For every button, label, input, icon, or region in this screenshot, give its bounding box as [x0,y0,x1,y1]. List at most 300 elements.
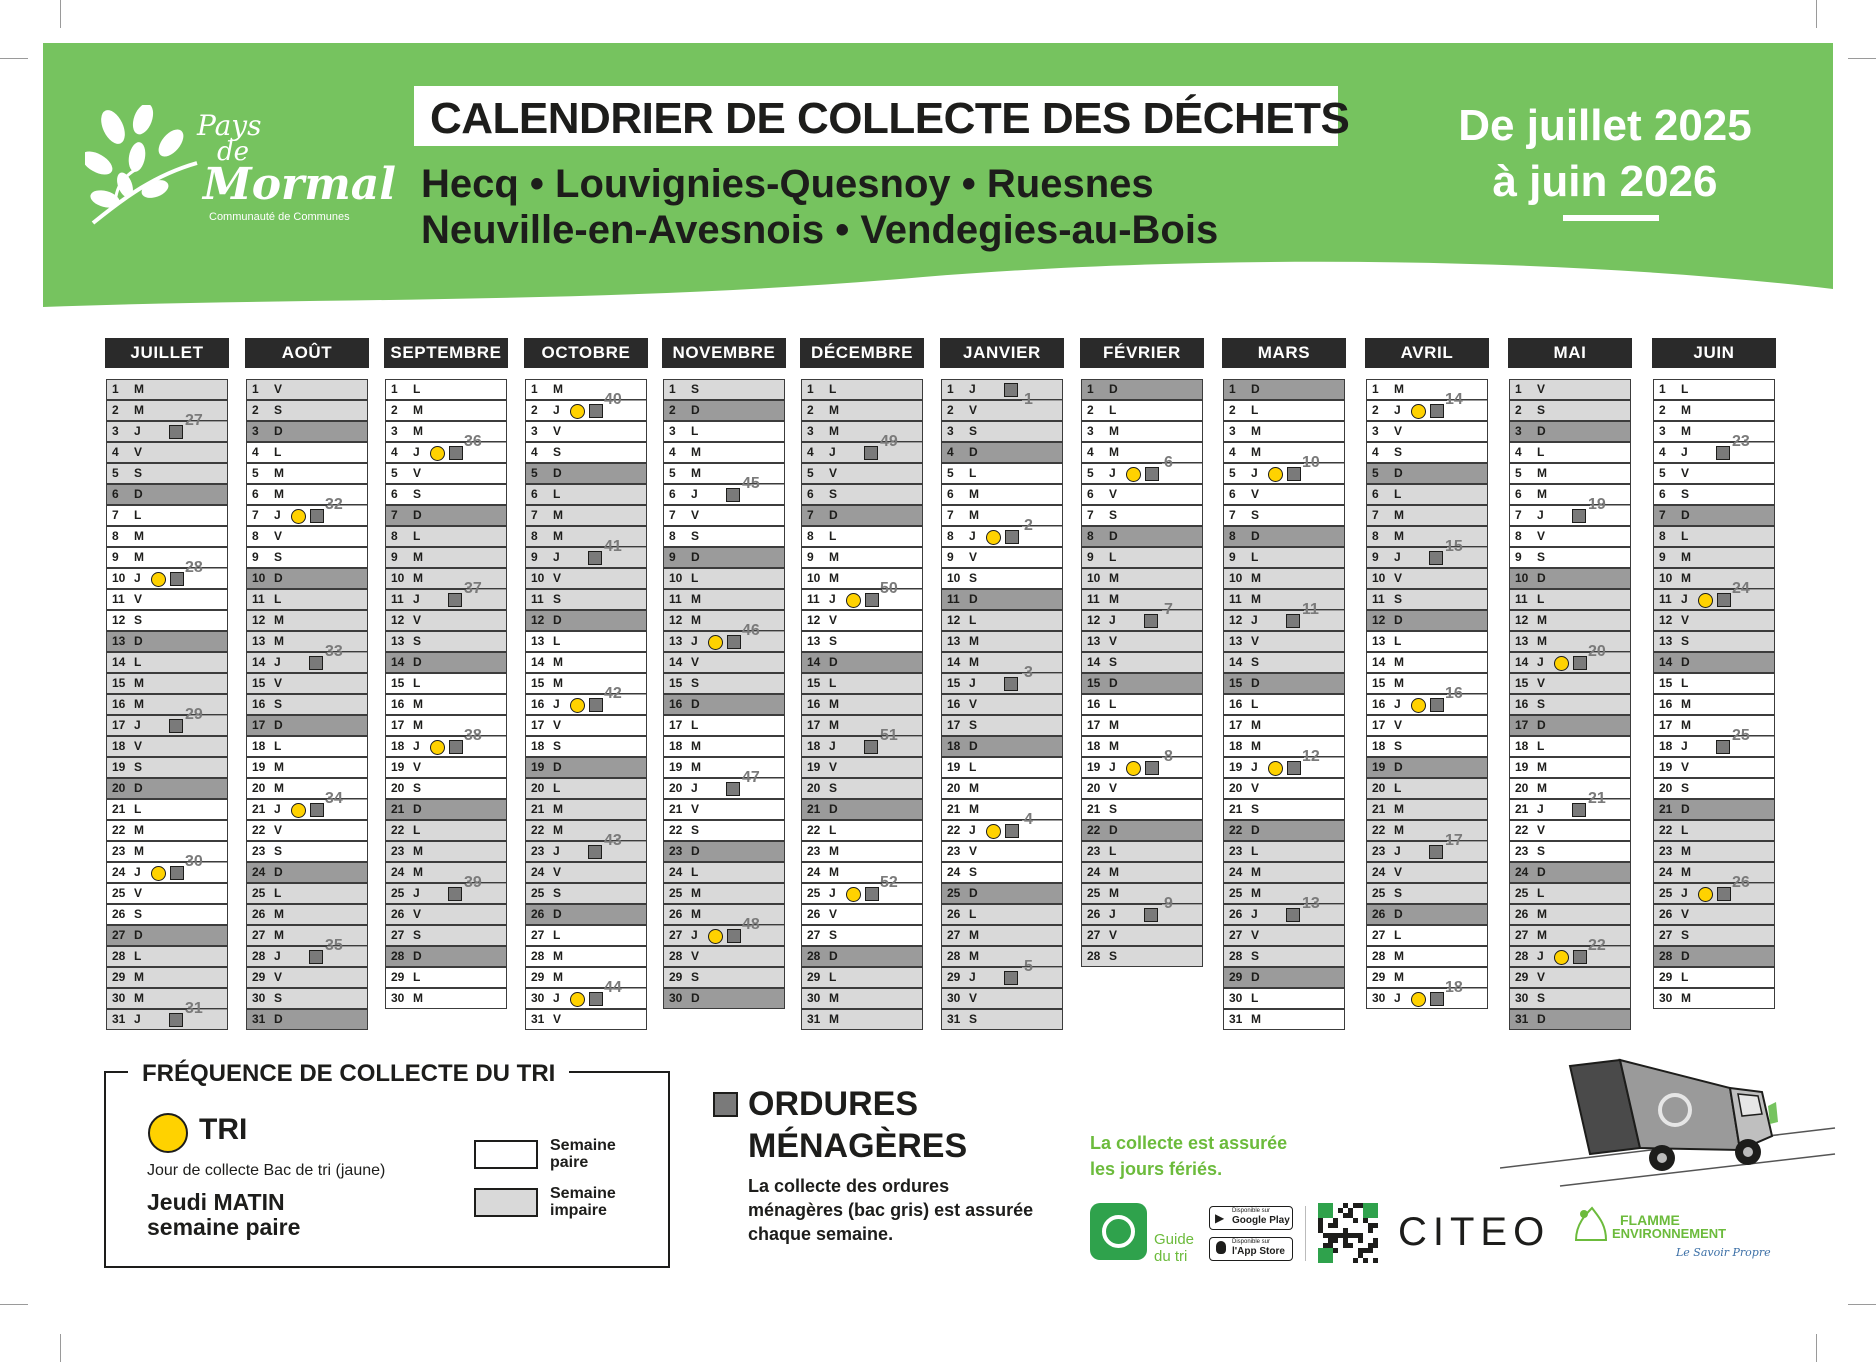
week-number: 3 [1024,664,1033,681]
day-number: 1 [1372,382,1379,396]
day-number: 15 [1659,676,1673,690]
day-number: 13 [1229,634,1243,648]
day-row [106,568,228,589]
day-number: 26 [391,907,405,921]
day-letter: M [829,697,839,711]
period-line-2: à juin 2026 [1492,157,1718,206]
tri-yellow-dot-icon [148,1113,188,1153]
day-row [801,1009,923,1030]
day-number: 4 [1372,445,1379,459]
day-number: 22 [531,823,545,837]
day-number: 17 [947,718,961,732]
day-number: 27 [1372,928,1386,942]
day-number: 8 [1659,529,1666,543]
day-letter: S [1394,739,1403,753]
day-number: 19 [1229,760,1243,774]
day-letter: L [413,382,421,396]
day-letter: M [1109,445,1119,459]
day-number: 2 [1515,403,1522,417]
day-number: 23 [1372,844,1386,858]
day-letter: M [829,1012,839,1026]
day-number: 16 [112,697,126,711]
day-row [663,421,785,442]
day-letter: J [134,571,141,585]
day-letter: D [1537,718,1546,732]
day-row [525,610,647,631]
day-number: 9 [807,550,814,564]
day-number: 29 [112,970,126,984]
day-letter: V [274,970,283,984]
day-letter: M [1537,634,1547,648]
day-number: 13 [1372,634,1386,648]
week-number: 26 [1732,874,1750,891]
day-number: 31 [252,1012,266,1026]
day-letter: D [413,655,422,669]
day-letter: J [1109,760,1116,774]
day-number: 31 [1229,1012,1243,1026]
frequency-title: FRÉQUENCE DE COLLECTE DU TRI [128,1060,569,1088]
day-letter: J [969,676,976,690]
day-row [525,988,647,1009]
day-letter: L [1681,676,1689,690]
day-letter: L [969,613,977,627]
day-letter: D [274,571,283,585]
month-header: DÉCEMBRE [800,338,924,368]
day-number: 5 [1087,466,1094,480]
day-letter: D [829,949,838,963]
day-letter: V [1251,487,1260,501]
day-letter: S [1537,403,1546,417]
day-number: 24 [252,865,266,879]
day-number: 23 [947,844,961,858]
odd-week-label-2: impaire [550,1202,607,1219]
day-row [1223,442,1345,463]
day-number: 29 [669,970,683,984]
day-row [1223,820,1345,841]
week-number: 9 [1164,895,1173,912]
day-row [1081,463,1203,484]
day-row [1081,757,1203,778]
day-letter: D [1681,508,1690,522]
day-row [1081,379,1203,400]
day-number: 14 [112,655,126,669]
crop-mark [60,1334,61,1362]
day-row [1081,505,1203,526]
week-number: 43 [604,832,622,849]
app-store-badge[interactable] [1209,1237,1293,1261]
day-row [1366,715,1488,736]
guide-label-1: Guide [1154,1231,1195,1248]
day-number: 17 [1087,718,1101,732]
day-row [1223,736,1345,757]
day-row [246,442,368,463]
day-row [385,631,507,652]
day-letter: M [413,865,423,879]
day-number: 26 [807,907,821,921]
day-number: 23 [112,844,126,858]
day-number: 22 [391,823,405,837]
day-number: 24 [1087,865,1101,879]
day-row [246,463,368,484]
day-row [385,862,507,883]
day-number: 19 [1515,760,1529,774]
day-row [1223,862,1345,883]
day-letter: M [829,571,839,585]
even-week-label [550,1137,616,1171]
day-row [801,379,923,400]
day-row [801,610,923,631]
week-number: 12 [1302,748,1320,765]
day-number: 28 [531,949,545,963]
ordures-collection-square-icon [727,929,741,943]
day-letter: L [691,718,699,732]
day-number: 24 [1229,865,1243,879]
day-letter: S [274,991,283,1005]
day-number: 27 [669,928,683,942]
day-number: 30 [947,991,961,1005]
day-letter: M [969,802,979,816]
ordures-collection-square-icon [1430,992,1444,1006]
day-row [385,547,507,568]
tri-collection-dot-icon [1554,656,1569,671]
day-number: 19 [807,760,821,774]
holidays-note-2: les jours fériés. [1090,1159,1223,1179]
day-letter: V [691,508,700,522]
day-number: 27 [531,928,545,942]
day-letter: M [413,697,423,711]
day-row [385,484,507,505]
day-letter: S [969,571,978,585]
day-letter: J [1109,466,1116,480]
day-letter: J [691,634,698,648]
tri-collection-dot-icon [1411,698,1426,713]
ordures-collection-square-icon [1572,803,1586,817]
day-number: 8 [391,529,398,543]
day-row [663,820,785,841]
day-letter: V [969,697,978,711]
day-letter: S [274,697,283,711]
ordures-collection-square-icon [726,488,740,502]
day-number: 20 [1659,781,1673,795]
day-number: 2 [1659,403,1666,417]
day-letter: J [1251,466,1258,480]
day-row [246,883,368,904]
day-row [1081,547,1203,568]
day-letter: S [1537,697,1546,711]
day-number: 11 [252,592,265,606]
tri-collection-dot-icon [570,404,585,419]
day-row [941,400,1063,421]
day-row [1366,883,1488,904]
day-row [385,421,507,442]
day-letter: S [553,739,562,753]
day-letter: M [413,403,423,417]
flamme-line-1: FLAMME [1620,1212,1680,1228]
day-number: 21 [1372,802,1386,816]
day-number: 26 [1515,907,1529,921]
day-number: 13 [669,634,683,648]
day-row [1653,547,1775,568]
day-row [1081,421,1203,442]
day-number: 2 [112,403,119,417]
day-row [801,568,923,589]
day-row [941,484,1063,505]
day-letter: D [1537,1012,1546,1026]
day-row [801,841,923,862]
tri-collection-dot-icon [846,593,861,608]
day-letter: M [274,634,284,648]
day-number: 27 [1087,928,1101,942]
day-number: 19 [947,760,961,774]
day-number: 5 [531,466,538,480]
day-number: 25 [947,886,961,900]
day-row [106,799,228,820]
day-row [1653,904,1775,925]
day-row [1366,946,1488,967]
ordures-collection-square-icon [864,446,878,460]
day-number: 6 [1372,487,1379,501]
day-letter: S [969,424,978,438]
day-letter: V [691,655,700,669]
day-row [663,715,785,736]
day-row [1509,673,1631,694]
day-letter: S [1537,550,1546,564]
day-row [1081,589,1203,610]
day-row [106,988,228,1009]
day-letter: S [1394,445,1403,459]
day-number: 12 [1087,613,1101,627]
week-number: 24 [1732,580,1750,597]
day-letter: J [1394,697,1401,711]
day-number: 24 [807,865,821,879]
day-number: 19 [669,760,683,774]
day-number: 14 [1372,655,1386,669]
day-letter: V [134,886,143,900]
day-letter: M [134,382,144,396]
day-row [385,526,507,547]
ordures-collection-square-icon [448,887,462,901]
day-letter: V [829,466,838,480]
day-number: 18 [1229,739,1243,753]
day-row [1509,631,1631,652]
day-number: 28 [947,949,961,963]
day-row [663,946,785,967]
day-number: 20 [531,781,545,795]
day-number: 26 [112,907,126,921]
day-row [1509,841,1631,862]
day-number: 16 [669,697,683,711]
day-letter: V [413,907,422,921]
day-number: 5 [252,466,259,480]
day-letter: M [553,508,563,522]
day-letter: M [1394,529,1404,543]
day-number: 6 [1229,487,1236,501]
day-row [941,379,1063,400]
day-number: 28 [669,949,683,963]
day-number: 29 [1229,970,1243,984]
day-letter: V [691,949,700,963]
day-number: 20 [1515,781,1529,795]
day-letter: L [969,466,977,480]
day-row [1081,778,1203,799]
day-row [385,946,507,967]
day-row [663,631,785,652]
day-letter: V [274,382,283,396]
day-number: 27 [112,928,126,942]
day-letter: J [969,382,976,396]
day-letter: M [1394,802,1404,816]
day-number: 21 [807,802,821,816]
day-row [663,526,785,547]
day-number: 8 [531,529,538,543]
day-number: 26 [947,907,961,921]
day-number: 1 [947,382,954,396]
day-row [1366,736,1488,757]
day-row [663,988,785,1009]
day-letter: V [1251,634,1260,648]
day-row [1081,883,1203,904]
day-letter: L [1537,592,1545,606]
day-row [1509,967,1631,988]
day-number: 14 [391,655,405,669]
day-letter: V [1109,781,1118,795]
day-number: 14 [807,655,821,669]
day-number: 19 [1372,760,1386,774]
day-row [246,694,368,715]
day-letter: M [969,508,979,522]
day-number: 16 [1087,697,1101,711]
ordures-collection-square-icon [169,719,183,733]
tri-collection-dot-icon [570,698,585,713]
day-number: 30 [391,991,405,1005]
day-row [801,589,923,610]
day-number: 19 [1659,760,1673,774]
day-row [1223,925,1345,946]
day-row [1366,799,1488,820]
week-number: 49 [880,433,898,450]
day-letter: M [1251,592,1261,606]
google-play-badge[interactable] [1209,1206,1293,1230]
week-number: 39 [464,874,482,891]
day-number: 17 [391,718,405,732]
week-number: 5 [1024,958,1033,975]
day-number: 2 [947,403,954,417]
ordures-collection-square-icon [170,572,184,586]
day-row [106,463,228,484]
day-number: 2 [1087,403,1094,417]
day-number: 1 [1229,382,1236,396]
day-row [1366,652,1488,673]
day-letter: S [1251,802,1260,816]
day-number: 4 [112,445,119,459]
qr-code-icon[interactable] [1318,1203,1378,1263]
day-row [1653,610,1775,631]
day-letter: S [691,676,700,690]
day-row [663,967,785,988]
day-letter: L [134,949,142,963]
day-letter: V [1681,613,1690,627]
day-number: 8 [807,529,814,543]
ordures-collection-square-icon [169,1013,183,1027]
day-letter: M [1109,424,1119,438]
day-row [246,610,368,631]
day-row [1366,568,1488,589]
day-number: 6 [1515,487,1522,501]
day-row [525,1009,647,1030]
day-row [385,715,507,736]
week-number: 50 [880,580,898,597]
day-number: 1 [531,382,538,396]
day-row [663,505,785,526]
day-letter: L [553,634,561,648]
day-row [106,820,228,841]
day-letter: D [1537,424,1546,438]
day-letter: V [1537,529,1546,543]
day-letter: S [553,592,562,606]
day-number: 26 [252,907,266,921]
day-letter: V [969,844,978,858]
ordures-collection-square-icon [1429,551,1443,565]
day-number: 6 [391,487,398,501]
day-row [385,736,507,757]
day-number: 4 [1229,445,1236,459]
day-number: 26 [1372,907,1386,921]
day-number: 4 [1659,445,1666,459]
day-letter: M [274,928,284,942]
month-header: AOÛT [245,338,369,368]
day-number: 4 [1087,445,1094,459]
day-letter: M [553,949,563,963]
day-letter: M [413,571,423,585]
day-letter: M [1681,865,1691,879]
day-letter: M [1251,571,1261,585]
week-number: 15 [1445,538,1463,555]
day-number: 25 [669,886,683,900]
day-row [941,736,1063,757]
day-number: 22 [1659,823,1673,837]
day-row [1081,400,1203,421]
day-row [941,988,1063,1009]
day-row [1223,526,1345,547]
day-letter: M [1394,508,1404,522]
ordures-collection-square-icon [170,866,184,880]
day-letter: D [1681,949,1690,963]
day-number: 22 [1229,823,1243,837]
day-letter: D [691,550,700,564]
day-number: 7 [669,508,676,522]
day-row [525,484,647,505]
day-row [1366,442,1488,463]
day-row [663,862,785,883]
ordures-collection-square-icon [589,404,603,418]
day-letter: M [969,487,979,501]
day-number: 13 [112,634,126,648]
day-letter: M [1394,823,1404,837]
day-letter: M [829,550,839,564]
day-number: 28 [1659,949,1673,963]
day-row [106,862,228,883]
week-number: 30 [185,853,203,870]
day-row [801,442,923,463]
ordures-collection-square-icon [589,992,603,1006]
day-number: 3 [391,424,398,438]
day-row [663,694,785,715]
tri-collection-dot-icon [986,824,1001,839]
day-row [525,568,647,589]
day-number: 2 [669,403,676,417]
day-number: 25 [391,886,405,900]
day-number: 22 [252,823,266,837]
